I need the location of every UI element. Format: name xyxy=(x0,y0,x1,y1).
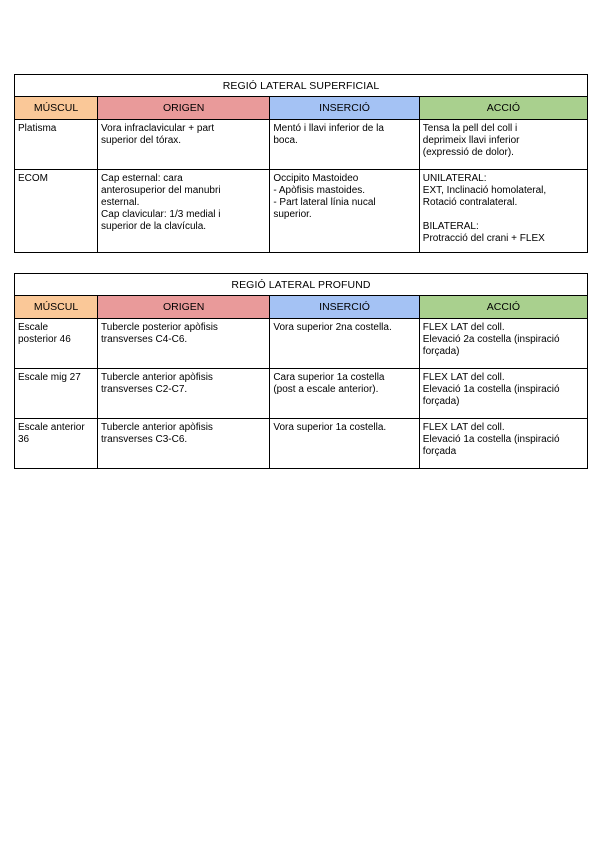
cell-origen: Tubercle posterior apòfisis transverses C4-C6. xyxy=(98,319,270,369)
cell-origen: Tubercle anterior apòfisis transverses C3-C6. xyxy=(98,419,270,469)
cell-accio: UNILATERAL: EXT, Inclinació homolateral, Rotació contralateral. BILATERAL: Protracció del crani + FLEX xyxy=(419,170,587,253)
table-row xyxy=(15,419,588,469)
cell-origen: Tubercle anterior apòfisis transverses C2-C7. xyxy=(98,369,270,419)
cell-insercio: Occipito Mastoideo - Apòfisis mastoides. - Part lateral línia nucal superior. xyxy=(270,170,419,253)
header-muscul: MÚSCUL xyxy=(15,296,98,319)
header-insercio: INSERCIÓ xyxy=(270,97,419,120)
table-row xyxy=(15,369,588,419)
table-profund xyxy=(14,273,588,469)
table-title: REGIÓ LATERAL SUPERFICIAL xyxy=(15,75,588,97)
cell-accio: FLEX LAT del coll. Elevació 2a costella (inspiració forçada) xyxy=(419,319,587,369)
cell-muscul: ECOM xyxy=(15,170,98,253)
cell-accio: FLEX LAT del coll. Elevació 1a costella (inspiració forçada xyxy=(419,419,587,469)
table-row xyxy=(15,120,588,170)
cell-muscul: Escale anterior 36 xyxy=(15,419,98,469)
cell-insercio: Vora superior 2na costella. xyxy=(270,319,419,369)
table-row xyxy=(15,170,588,253)
cell-origen: Vora infraclavicular + part superior del tórax. xyxy=(98,120,270,170)
header-insercio: INSERCIÓ xyxy=(270,296,419,319)
cell-muscul: Escale mig 27 xyxy=(15,369,98,419)
cell-accio: FLEX LAT del coll. Elevació 1a costella (inspiració forçada) xyxy=(419,369,587,419)
header-muscul: MÚSCUL xyxy=(15,97,98,120)
table-row xyxy=(15,319,588,369)
header-accio: ACCIÓ xyxy=(419,296,587,319)
table-superficial xyxy=(14,74,588,253)
header-accio: ACCIÓ xyxy=(419,97,587,120)
cell-insercio: Vora superior 1a costella. xyxy=(270,419,419,469)
cell-insercio: Cara superior 1a costella (post a escale anterior). xyxy=(270,369,419,419)
cell-muscul: Platisma xyxy=(15,120,98,170)
header-origen: ORIGEN xyxy=(98,296,270,319)
cell-insercio: Mentó i llavi inferior de la boca. xyxy=(270,120,419,170)
cell-muscul: Escale posterior 46 xyxy=(15,319,98,369)
cell-accio: Tensa la pell del coll i deprimeix llavi inferior (expressió de dolor). xyxy=(419,120,587,170)
header-origen: ORIGEN xyxy=(98,97,270,120)
cell-origen: Cap esternal: cara anterosuperior del manubri esternal. Cap clavicular: 1/3 medial i superior de la clavícula. xyxy=(98,170,270,253)
table-title: REGIÓ LATERAL PROFUND xyxy=(15,274,588,296)
